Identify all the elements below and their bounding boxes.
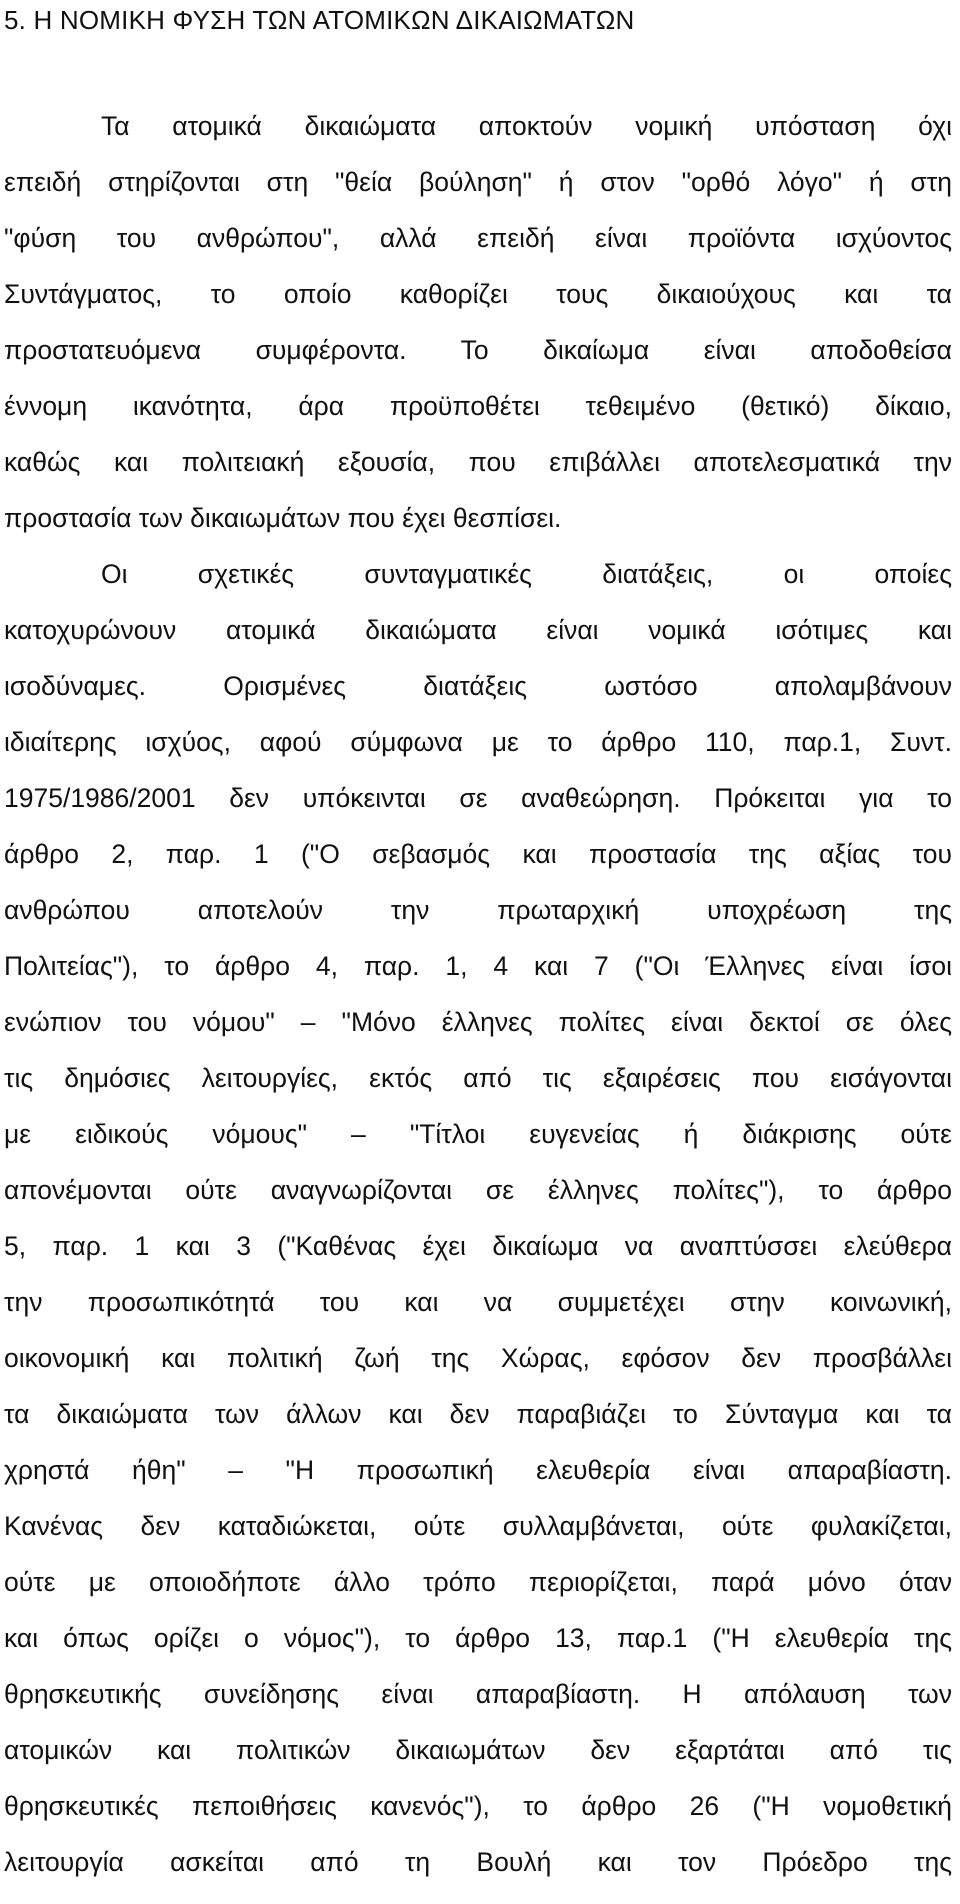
paragraph-line: θρησκευτικές πεποιθήσεις κανενός"), το άρθρο 26 ("Η νομοθετική [4, 1791, 952, 1821]
paragraph-line: ιδιαίτερης ισχύος, αφού σύμφωνα με το άρθρο 110, παρ.1, Συντ. [4, 727, 952, 757]
paragraph-line: ενώπιον του νόμου" – "Μόνο έλληνες πολίτες είναι δεκτοί σε όλες [4, 1007, 952, 1037]
paragraph-line: Τα ατομικά δικαιώματα αποκτούν νομική υπόσταση όχι [101, 111, 952, 141]
paragraph-line: και όπως ορίζει ο νόμος"), το άρθρο 13, παρ.1 ("Η ελευθερία της [4, 1623, 952, 1653]
paragraph-line: επειδή στηρίζονται στη "θεία βούληση" ή στον "ορθό λόγο" ή στη [4, 167, 952, 197]
paragraph-line: ανθρώπου αποτελούν την πρωταρχική υποχρέωση της [4, 895, 952, 925]
paragraph-line: προστατευόμενα συμφέροντα. Το δικαίωμα είναι αποδοθείσα [4, 335, 952, 365]
paragraph-line: 1975/1986/2001 δεν υπόκεινται σε αναθεώρηση. Πρόκειται για το [4, 783, 952, 813]
paragraph-line: 5, παρ. 1 και 3 ("Καθένας έχει δικαίωμα να αναπτύσσει ελεύθερα [4, 1231, 952, 1261]
paragraph-line: Συντάγματος, το οποίο καθορίζει τους δικαιούχους και τα [4, 279, 952, 309]
paragraph-line: την προσωπικότητά του και να συμμετέχει στην κοινωνική, [4, 1287, 952, 1317]
paragraph-line: με ειδικούς νόμους" – "Τίτλοι ευγενείας ή διάκρισης ούτε [4, 1119, 952, 1149]
paragraph-line: απονέμονται ούτε αναγνωρίζονται σε έλληνες πολίτες"), το άρθρο [4, 1175, 952, 1205]
paragraph-line: Οι σχετικές συνταγματικές διατάξεις, οι οποίες [101, 559, 952, 589]
paragraph-line: τις δημόσιες λειτουργίες, εκτός από τις εξαιρέσεις που εισάγονται [4, 1063, 952, 1093]
paragraph-line: Πολιτείας"), το άρθρο 4, παρ. 1, 4 και 7 ("Οι Έλληνες είναι ίσοι [4, 951, 952, 981]
paragraph-line: ούτε με οποιοδήποτε άλλο τρόπο περιορίζεται, παρά μόνο όταν [4, 1567, 952, 1597]
paragraph-line: λειτουργία ασκείται από τη Βουλή και τον Πρόεδρο της [4, 1847, 952, 1877]
paragraph-line: χρηστά ήθη" – "Η προσωπική ελευθερία είναι απαραβίαστη. [4, 1455, 952, 1485]
paragraph-line: προστασία των δικαιωμάτων που έχει θεσπίσει. [4, 503, 562, 533]
paragraph-line: θρησκευτικής συνείδησης είναι απαραβίαστη. Η απόλαυση των [4, 1679, 952, 1709]
paragraph-line: έννομη ικανότητα, άρα προϋποθέτει τεθειμένο (θετικό) δίκαιο, [4, 391, 952, 421]
paragraph-line: άρθρο 2, παρ. 1 ("Ο σεβασμός και προστασία της αξίας του [4, 839, 952, 869]
paragraph-line: Κανένας δεν καταδιώκεται, ούτε συλλαμβάνεται, ούτε φυλακίζεται, [4, 1511, 952, 1541]
paragraph-line: τα δικαιώματα των άλλων και δεν παραβιάζει το Σύνταγμα και τα [4, 1399, 952, 1429]
paragraph-line: ισοδύναμες. Ορισμένες διατάξεις ωστόσο απολαμβάνουν [4, 671, 952, 701]
paragraph-line: ατομικών και πολιτικών δικαιωμάτων δεν εξαρτάται από τις [4, 1735, 952, 1765]
paragraph-line: καθώς και πολιτειακή εξουσία, που επιβάλλει αποτελεσματικά την [4, 447, 952, 477]
paragraph-line: κατοχυρώνουν ατομικά δικαιώματα είναι νομικά ισότιμες και [4, 615, 952, 645]
paragraph-line: "φύση του ανθρώπου", αλλά επειδή είναι προϊόντα ισχύοντος [4, 223, 952, 253]
paragraph-line: οικονομική και πολιτική ζωή της Χώρας, εφόσον δεν προσβάλλει [4, 1343, 952, 1373]
section-heading: 5. Η ΝΟΜΙΚΗ ΦΥΣΗ ΤΩΝ ΑΤΟΜΙΚΩΝ ΔΙΚΑΙΩΜΑΤΩΝ [4, 5, 635, 35]
